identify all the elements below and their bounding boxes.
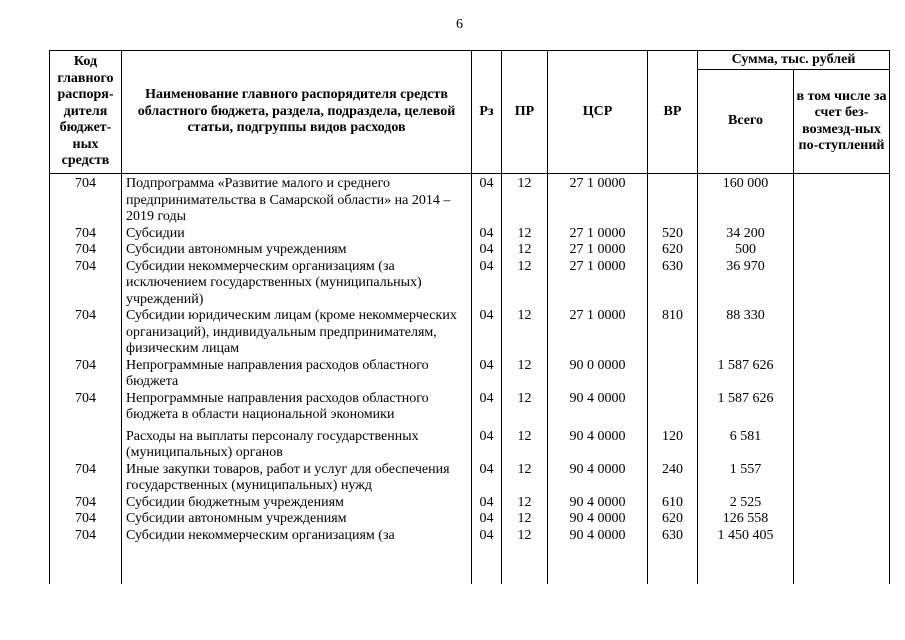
cell-kod: 704: [50, 511, 122, 528]
cell-kod: 704: [50, 174, 122, 226]
cell-pr: 12: [502, 358, 548, 391]
cell-incl: [794, 226, 890, 243]
cell-vr: 810: [648, 308, 698, 358]
cell-pr: 12: [502, 528, 548, 545]
cell-name: Иные закупки товаров, работ и услуг для обеспечения государственных (муниципальных) нужд: [122, 462, 472, 495]
cell-name: Субсидии некоммерческим организациям (за исключением государственных (муниципальных) учреждений): [122, 259, 472, 309]
cell-rz: 04: [472, 242, 502, 259]
cell-vr: 630: [648, 528, 698, 545]
header-pr: ПР: [502, 51, 548, 174]
cell-csr: 90 4 0000: [548, 424, 648, 462]
table-row: [50, 242, 890, 259]
cell-rz: 04: [472, 511, 502, 528]
cell-kod: 704: [50, 391, 122, 424]
table-row: [50, 424, 890, 462]
cell-rz: 04: [472, 462, 502, 495]
cell-name: Расходы на выплаты персоналу государственных (муниципальных) органов: [122, 424, 472, 462]
cell-rz: 04: [472, 495, 502, 512]
cell-name: Субсидии юридическим лицам (кроме некоммерческих организаций), индивидуальным предпринимателям, физическим лицам: [122, 308, 472, 358]
header-vsego: Всего: [698, 70, 794, 174]
cell-name: Непрограммные направления расходов областного бюджета в области национальной экономики: [122, 391, 472, 424]
cell-name: Непрограммные направления расходов областного бюджета: [122, 358, 472, 391]
cell-vr: 620: [648, 511, 698, 528]
cell-pr: 12: [502, 424, 548, 462]
cell-incl: [794, 495, 890, 512]
table-row: [50, 174, 890, 226]
cell-vsego: 36 970: [698, 259, 794, 309]
cell-csr: 90 4 0000: [548, 391, 648, 424]
cell-incl: [794, 424, 890, 462]
budget-table: [49, 50, 890, 584]
cell-csr: 90 4 0000: [548, 495, 648, 512]
table-row: [50, 495, 890, 512]
cell-vr: 610: [648, 495, 698, 512]
header-kod: Код главного распоря-дителя бюджет-ных средств: [50, 51, 122, 174]
cell-kod: 704: [50, 528, 122, 545]
cell-pr: 12: [502, 462, 548, 495]
cell-pr: 12: [502, 495, 548, 512]
filler-cell: [50, 544, 122, 584]
cell-vsego: 88 330: [698, 308, 794, 358]
cell-rz: 04: [472, 358, 502, 391]
cell-vr: [648, 391, 698, 424]
cell-pr: 12: [502, 511, 548, 528]
cell-csr: 27 1 0000: [548, 259, 648, 309]
cell-rz: 04: [472, 174, 502, 226]
filler-cell: [794, 544, 890, 584]
table-row: [50, 391, 890, 424]
cell-csr: 27 1 0000: [548, 308, 648, 358]
filler-cell: [472, 544, 502, 584]
table-row: [50, 259, 890, 309]
filler-cell: [648, 544, 698, 584]
cell-vr: 620: [648, 242, 698, 259]
cell-csr: 27 1 0000: [548, 174, 648, 226]
cell-incl: [794, 259, 890, 309]
cell-rz: 04: [472, 308, 502, 358]
cell-name: Субсидии автономным учреждениям: [122, 511, 472, 528]
cell-name: Субсидии бюджетным учреждениям: [122, 495, 472, 512]
cell-incl: [794, 391, 890, 424]
cell-incl: [794, 358, 890, 391]
header-csr: ЦСР: [548, 51, 648, 174]
cell-kod: 704: [50, 462, 122, 495]
cell-name: Субсидии: [122, 226, 472, 243]
header-summa: Сумма, тыс. рублей: [698, 51, 890, 70]
cell-incl: [794, 511, 890, 528]
cell-pr: 12: [502, 174, 548, 226]
cell-vr: [648, 174, 698, 226]
cell-csr: 27 1 0000: [548, 242, 648, 259]
table-filler-row: [50, 544, 890, 584]
cell-vsego: 34 200: [698, 226, 794, 243]
table-row: [50, 528, 890, 545]
cell-vsego: 500: [698, 242, 794, 259]
filler-cell: [122, 544, 472, 584]
cell-incl: [794, 462, 890, 495]
cell-rz: 04: [472, 391, 502, 424]
cell-kod: 704: [50, 358, 122, 391]
cell-rz: 04: [472, 424, 502, 462]
cell-vsego: 160 000: [698, 174, 794, 226]
cell-vr: 240: [648, 462, 698, 495]
cell-vsego: 1 557: [698, 462, 794, 495]
cell-rz: 04: [472, 528, 502, 545]
filler-cell: [502, 544, 548, 584]
cell-csr: 90 0 0000: [548, 358, 648, 391]
cell-csr: 90 4 0000: [548, 462, 648, 495]
cell-kod: 704: [50, 242, 122, 259]
cell-name: Субсидии некоммерческим организациям (за: [122, 528, 472, 545]
header-name: Наименование главного распорядителя средств областного бюджета, раздела, подраздела, целевой статьи, подгруппы видов расходов: [122, 51, 472, 174]
cell-pr: 12: [502, 391, 548, 424]
cell-vsego: 6 581: [698, 424, 794, 462]
cell-pr: 12: [502, 226, 548, 243]
cell-kod: 704: [50, 495, 122, 512]
cell-csr: 27 1 0000: [548, 226, 648, 243]
cell-csr: 90 4 0000: [548, 528, 648, 545]
cell-incl: [794, 242, 890, 259]
cell-vr: 630: [648, 259, 698, 309]
cell-vsego: 1 587 626: [698, 358, 794, 391]
cell-name: Подпрограмма «Развитие малого и среднего предпринимательства в Самарской области» на 2014 – 2019 годы: [122, 174, 472, 226]
cell-rz: 04: [472, 259, 502, 309]
table-row: [50, 226, 890, 243]
cell-vsego: 1 587 626: [698, 391, 794, 424]
cell-vsego: 2 525: [698, 495, 794, 512]
header-vr: ВР: [648, 51, 698, 174]
cell-kod: [50, 424, 122, 462]
page-number-text: 6: [456, 17, 463, 32]
cell-kod: 704: [50, 308, 122, 358]
filler-cell: [698, 544, 794, 584]
page-number: [0, 17, 905, 33]
table-row: [50, 511, 890, 528]
cell-vsego: 1 450 405: [698, 528, 794, 545]
cell-kod: 704: [50, 259, 122, 309]
table-header: [50, 51, 890, 174]
table-row: [50, 308, 890, 358]
table-body: [50, 174, 890, 585]
cell-pr: 12: [502, 259, 548, 309]
cell-csr: 90 4 0000: [548, 511, 648, 528]
cell-rz: 04: [472, 226, 502, 243]
header-incl: в том числе за счет без-возмезд-ных по-ступлений: [794, 70, 890, 174]
filler-cell: [548, 544, 648, 584]
table-row: [50, 462, 890, 495]
cell-incl: [794, 174, 890, 226]
cell-kod: 704: [50, 226, 122, 243]
cell-pr: 12: [502, 308, 548, 358]
cell-vsego: 126 558: [698, 511, 794, 528]
header-rz: Рз: [472, 51, 502, 174]
cell-vr: 520: [648, 226, 698, 243]
cell-name: Субсидии автономным учреждениям: [122, 242, 472, 259]
cell-vr: 120: [648, 424, 698, 462]
table-row: [50, 358, 890, 391]
cell-incl: [794, 308, 890, 358]
cell-incl: [794, 528, 890, 545]
cell-vr: [648, 358, 698, 391]
cell-pr: 12: [502, 242, 548, 259]
